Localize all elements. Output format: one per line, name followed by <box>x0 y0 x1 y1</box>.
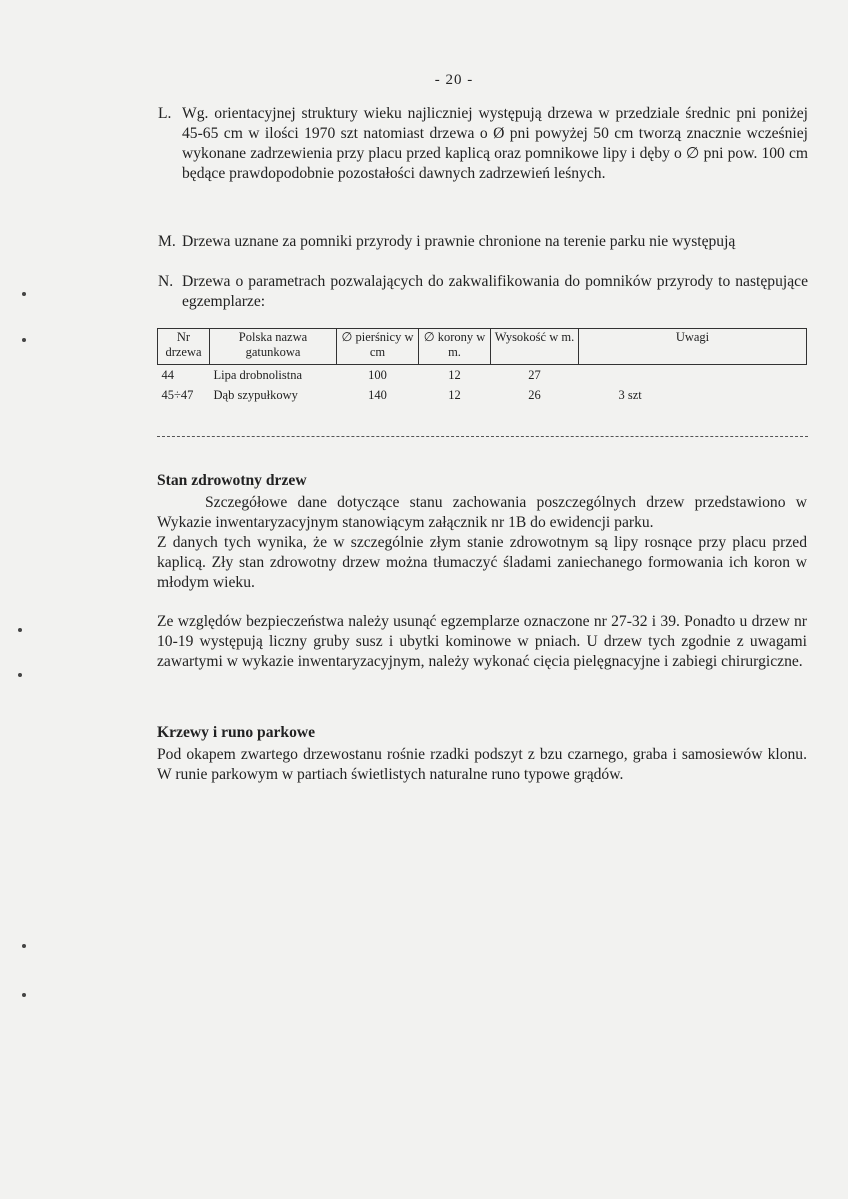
header-piersnica: ∅ pierśnicy w cm <box>337 329 419 365</box>
cell-nr: 45÷47 <box>161 387 194 402</box>
cell-korona: 12 <box>448 387 461 402</box>
item-text: Wg. orientacyjnej struktury wieku najliczniej występują drzewa w przedziale średnic pni poniżej 45-65 cm w ilości 1970 szt natomiast drzewa o Ø pni powyżej 50 cm tworzą znacznie wcześniej wykonane zadrzewienia przy placu przed kaplicą oraz pomnikowe lipy i dęby o ∅ pni pow. 100 cm będące prawdopodobnie pozostałości dawnych zadrzewień leśnych. <box>182 105 808 182</box>
item-l <box>158 104 808 184</box>
paragraph: Pod okapem zwartego drzewostanu rośnie rzadki podszyt z bzu czarnego, graba i samosiewów klonu. W runie parkowym w partiach świetlistych naturalne runo typowe grądów. <box>157 746 807 783</box>
paragraph: Z danych tych wynika, że w szczególnie złym stanie zdrowotnym są lipy rosnące przy placu przed kaplicą. Zły stan zdrowotny drzew można tłumaczyć śladami zaniechanego formowania ich koron w młodym wieku. <box>157 534 807 591</box>
cell-height: 27 <box>528 367 541 382</box>
header-nr: Nr drzewa <box>158 329 210 365</box>
scan-dot <box>18 673 22 677</box>
section-heading-krzewy: Krzewy i runo parkowe <box>157 724 316 741</box>
item-label: M. <box>158 233 176 250</box>
scan-dot <box>22 993 26 997</box>
header-height: Wysokość w m. <box>491 329 579 365</box>
header-korona: ∅ korony w m. <box>419 329 491 365</box>
item-text: Drzewa o parametrach pozwalających do zakwalifikowania do pomników przyrody to następujące egzemplarze: <box>182 273 808 310</box>
trees-table <box>157 328 807 405</box>
section-heading-stan: Stan zdrowotny drzew <box>157 472 307 489</box>
item-label: N. <box>158 273 174 290</box>
table-header-row <box>158 329 807 365</box>
item-label: L. <box>158 105 172 122</box>
scan-dot <box>18 628 22 632</box>
item-text: Drzewa uznane za pomniki przyrody i prawnie chronione na terenie parku nie występują <box>182 233 736 250</box>
cell-name: Lipa drobnolistna <box>213 367 303 382</box>
scan-dot <box>22 292 26 296</box>
cell-piersnica: 140 <box>368 387 387 402</box>
item-m <box>158 232 808 252</box>
table-row <box>158 365 807 386</box>
scan-dot <box>22 944 26 948</box>
cell-piersnica: 100 <box>368 367 387 382</box>
dashed-divider <box>157 436 808 437</box>
paragraph: Ze względów bezpieczeństwa należy usunąć egzemplarze oznaczone nr 27-32 i 39. Ponadto u drzew nr 10-19 występują liczny gruby susz i ubytki kominowe w pniach. U drzew tych zgodnie z uwagami zawartymi w wykazie inwentaryzacyjnym, należy wykonać cięcia pielęgnacyjne i zabiegi chirurgiczne. <box>157 613 807 670</box>
cell-nr: 44 <box>161 367 174 382</box>
cell-name: Dąb szypułkowy <box>213 387 298 402</box>
cell-notes: 3 szt <box>618 387 642 402</box>
cell-notes <box>579 365 807 386</box>
page-number: - 20 - <box>434 72 474 88</box>
header-name: Polska nazwa gatunkowa <box>210 329 337 365</box>
paragraph: Szczegółowe dane dotyczące stanu zachowania poszczególnych drzew przedstawiono w Wykazie inwentaryzacyjnym stanowiącym załącznik nr 1B do ewidencji parku. <box>157 494 807 531</box>
header-notes: Uwagi <box>579 329 807 365</box>
scan-dot <box>22 338 26 342</box>
item-n <box>158 272 808 312</box>
cell-korona: 12 <box>448 367 461 382</box>
table-row <box>158 385 807 405</box>
cell-height: 26 <box>528 387 541 402</box>
